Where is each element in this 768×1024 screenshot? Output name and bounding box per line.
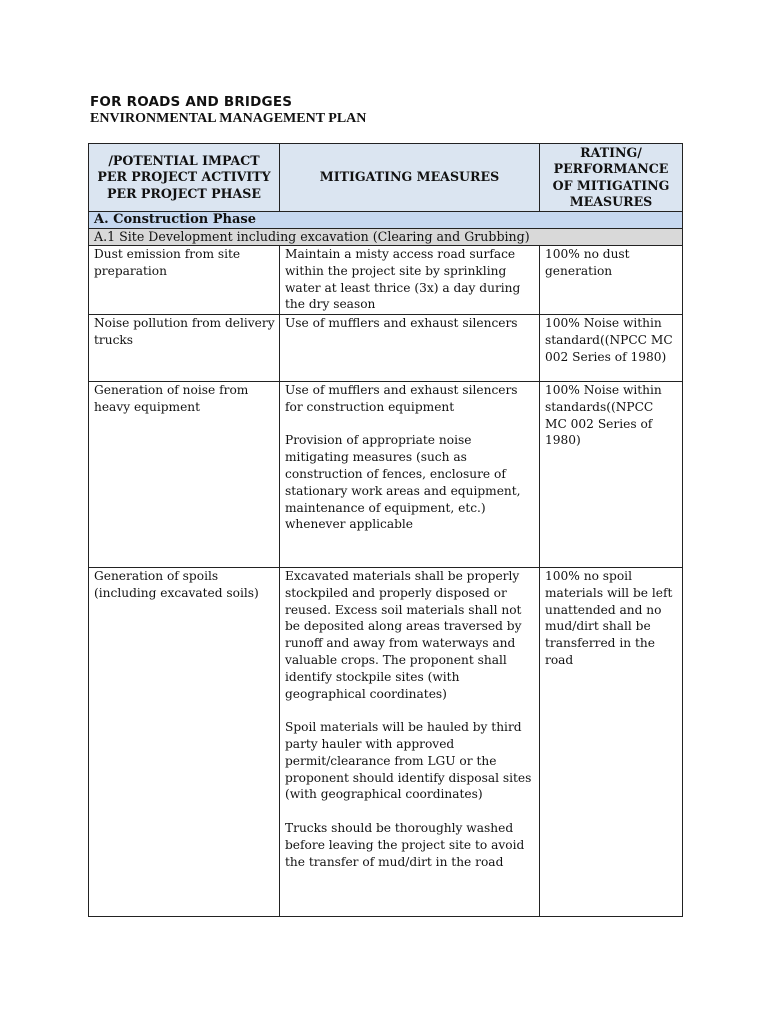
measures-cell — [280, 382, 540, 568]
rating-cell: 100% Noise within standard((NPCC MC 002 Series of 1980) — [540, 315, 683, 382]
document-title: FOR ROADS AND BRIDGES — [90, 94, 293, 110]
measure-text: Trucks should be thoroughly washed before leaving the project site to avoid the transfer of mud/dirt in the road — [285, 820, 525, 869]
measure-text: Use of mufflers and exhaust silencers for construction equipment — [285, 383, 518, 414]
subphase-row — [89, 229, 683, 246]
phase-label: A. Construction Phase — [89, 212, 683, 229]
measure-text: Use of mufflers and exhaust silencers — [285, 316, 518, 330]
impact-cell: Generation of noise from heavy equipment — [89, 382, 280, 568]
measures-cell — [280, 246, 540, 315]
impact-cell: Noise pollution from delivery trucks — [89, 315, 280, 382]
rating-cell: 100% no dust generation — [540, 246, 683, 315]
measure-text: Spoil materials will be hauled by third party hauler with approved permit/clearance from LGU or the proponent should identify disposal sites (with geographical coordinates) — [285, 720, 532, 802]
rating-cell: 100% no spoil materials will be left unattended and no mud/dirt shall be transferred in the road — [540, 568, 683, 917]
impact-cell: Generation of spoils (including excavated soils) — [89, 568, 280, 917]
table-row — [89, 382, 683, 568]
subphase-label: A.1 Site Development including excavation (Clearing and Grubbing) — [89, 229, 683, 246]
header-mitigating-measures: MITIGATING MEASURES — [280, 144, 540, 212]
rating-cell: 100% Noise within standards((NPCC MC 002 Series of 1980) — [540, 382, 683, 568]
measures-cell — [280, 568, 540, 917]
impact-cell: Dust emission from site preparation — [89, 246, 280, 315]
measure-text: Provision of appropriate noise mitigating measures (such as construction of fences, enclosure of stationary work areas and equipment, maintenance of equipment, etc.) whenever applicable — [285, 433, 521, 532]
table-row — [89, 246, 683, 315]
table-header-row — [89, 144, 683, 212]
measure-text: Excavated materials shall be properly stockpiled and properly disposed or reused. Excess soil materials shall not be deposited along areas traversed by runoff and away from waterways and valuable crops. The proponent shall identify stockpile sites (with geographical coordinates) — [285, 569, 522, 701]
table-row — [89, 315, 683, 382]
header-rating-performance: RATING/ PERFORMANCE OF MITIGATING MEASURES — [540, 144, 683, 212]
document-subtitle: ENVIRONMENTAL MANAGEMENT PLAN — [90, 111, 367, 126]
environmental-management-table — [88, 143, 683, 917]
phase-row — [89, 212, 683, 229]
table-row — [89, 568, 683, 917]
header-potential-impact: /POTENTIAL IMPACT PER PROJECT ACTIVITY PER PROJECT PHASE — [89, 144, 280, 212]
measure-text: Maintain a misty access road surface within the project site by sprinkling water at least thrice (3x) a day during the dry season — [285, 247, 521, 312]
measures-cell — [280, 315, 540, 382]
